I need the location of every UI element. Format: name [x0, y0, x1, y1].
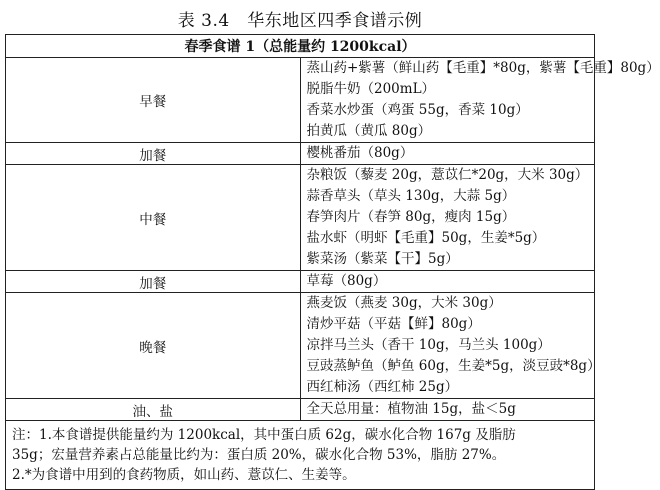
- meal-items: [300, 58, 660, 143]
- dish-item: 脱脂牛奶（200mL）: [306, 81, 436, 97]
- meal-label: 加餐: [6, 271, 301, 293]
- meal-items: [300, 293, 601, 399]
- meal-items: [300, 399, 595, 421]
- dish-item: 盐水虾（明虾【毛重】50g，生姜*5g）: [306, 230, 546, 246]
- dish-item: 樱桃番茄（80g）: [306, 145, 414, 161]
- table-header: 春季食谱 1（总能量约 1200kcal）: [6, 35, 595, 58]
- table-notes: [6, 421, 595, 490]
- meal-items: [300, 143, 595, 165]
- dish-item: 香菜水炒蛋（鸡蛋 55g，香菜 10g）: [306, 102, 529, 118]
- dish-item: 清炒平菇（平菇【鲜】80g）: [306, 316, 481, 332]
- dish-item: 蒜香草头（草头 130g，大蒜 5g）: [306, 188, 516, 204]
- dish-item: 拍黄瓜（黄瓜 80g）: [306, 123, 432, 139]
- meal-row: [6, 143, 595, 165]
- recipe-table: [5, 34, 660, 490]
- meal-items: [300, 165, 595, 271]
- meal-items: [300, 271, 595, 293]
- meal-row: [6, 271, 595, 293]
- meal-row: [6, 165, 595, 271]
- meal-label: 晚餐: [6, 293, 301, 399]
- meal-row: [6, 58, 595, 143]
- meal-label: 加餐: [6, 143, 301, 165]
- meal-row: [6, 399, 595, 421]
- note-line: 注：1.本食谱提供能量约为 1200kcal，其中蛋白质 62g，碳水化合物 167g 及脂肪: [12, 427, 516, 443]
- meal-label: 早餐: [6, 58, 301, 143]
- meal-label: 中餐: [6, 165, 301, 271]
- dish-item: 草莓（80g）: [306, 273, 387, 289]
- table-caption: 表 3.4 华东地区四季食谱示例: [177, 11, 423, 31]
- dish-item: 紫菜汤（紫菜【干】5g）: [306, 251, 459, 267]
- dish-item: 凉拌马兰头（香干 10g，马兰头 100g）: [306, 337, 551, 353]
- dish-item: 全天总用量：植物油 15g，盐＜5g: [306, 401, 516, 417]
- dish-item: 杂粮饭（藜麦 20g，薏苡仁*20g，大米 30g）: [306, 167, 589, 183]
- dish-item: 春笋肉片（春笋 80g，瘦肉 15g）: [306, 209, 516, 225]
- note-line: 2.*为食谱中用到的食药物质，如山药、薏苡仁、生姜等。: [12, 467, 356, 483]
- meal-row: [6, 293, 595, 399]
- notes-row: [6, 421, 595, 490]
- dish-item: 西红柿汤（西红柿 25g）: [306, 379, 459, 395]
- note-line: 35g；宏量营养素占总能量比约为：蛋白质 20%，碳水化合物 53%，脂肪 27%。: [12, 447, 506, 463]
- dish-item: 蒸山药+紫薯（鲜山药【毛重】*80g，紫薯【毛重】80g）: [306, 60, 660, 76]
- table-header-row: [6, 35, 595, 58]
- dish-item: 燕麦饭（燕麦 30g，大米 30g）: [306, 295, 502, 311]
- dish-item: 豆豉蒸鲈鱼（鲈鱼 60g，生姜*5g，淡豆豉*8g）: [306, 358, 601, 374]
- meal-label: 油、盐: [6, 399, 301, 421]
